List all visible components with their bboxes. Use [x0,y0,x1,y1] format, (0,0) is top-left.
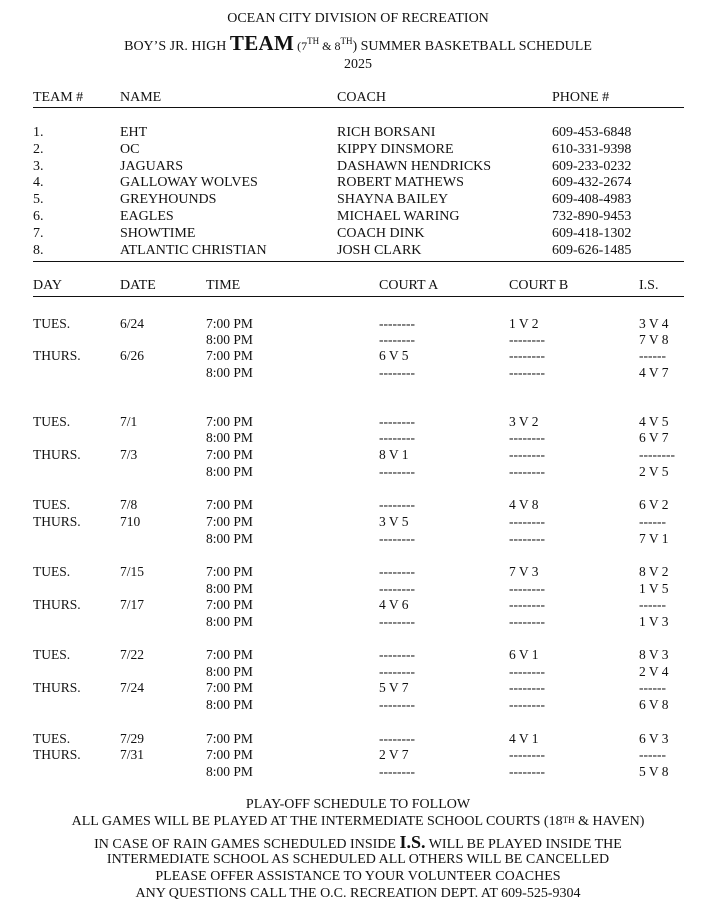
team-phone: 609-453-6848 [552,125,632,140]
court-b-game: -------- [509,464,545,479]
court-a-game: -------- [379,647,415,662]
game-time: 7:00 PM [206,414,253,429]
team-number: 8. [33,242,44,258]
team-number: 2. [33,141,44,157]
game-date: 7/8 [120,497,138,512]
title-prefix: BOY’S JR. HIGH [124,39,230,54]
team-name: JAGUARS [120,158,184,174]
court-a-game: -------- [379,564,415,579]
teams-col-name: NAME [120,90,162,105]
footer-cancel-line: INTERMEDIATE SCHOOL AS SCHEDULED ALL OTHERS WILL BE CANCELLED [106,852,610,867]
game-day: THURS. [33,597,81,612]
court-a-game: 2 V 7 [379,747,409,762]
teams-col-team-num: TEAM # [33,90,84,105]
teams-col-coach: COACH [337,90,387,105]
is-game: 8 V 3 [639,647,669,662]
footer-rain-post: WILL BE PLAYED INSIDE THE [425,837,622,852]
court-b-game: 4 V 1 [509,731,539,746]
court-b-game: -------- [509,581,545,596]
is-game: 7 V 1 [639,531,669,546]
court-b-game: 4 V 8 [509,497,539,512]
schedule-col-court-a: COURT A [379,278,439,293]
court-a-game: -------- [379,316,415,331]
schedule-col-time: TIME [206,278,241,293]
team-phone: 609-626-1485 [552,242,632,258]
court-b-game: -------- [509,365,545,380]
team-name: GALLOWAY WOLVES [120,175,258,191]
title-team: TEAM [229,31,295,55]
game-date: 7/3 [120,447,138,462]
court-b-game: -------- [509,348,545,363]
is-game: 6 V 8 [639,697,669,712]
is-game: 5 V 8 [639,764,669,779]
game-day: THURS. [33,447,81,462]
court-b-game: -------- [509,597,545,612]
title-sup-1: TH [307,36,320,46]
footer-location-pre: ALL GAMES WILL BE PLAYED AT THE INTERMEDIATE SCHOOL COURTS (18 [71,814,563,829]
game-day: THURS. [33,348,81,363]
game-date: 7/15 [120,564,145,579]
title-suffix: ) SUMMER BASKETBALL SCHEDULE [352,39,592,54]
court-b-game: -------- [509,680,545,695]
court-a-game: -------- [379,414,415,429]
is-game: 7 V 8 [639,332,669,347]
game-day: THURS. [33,514,81,529]
game-time: 7:00 PM [206,447,253,462]
is-game: 3 V 4 [639,316,669,331]
team-number: 4. [33,175,44,191]
game-time: 7:00 PM [206,497,253,512]
game-time: 7:00 PM [206,597,253,612]
game-time: 8:00 PM [206,430,253,445]
game-time: 8:00 PM [206,332,253,347]
team-phone: 609-408-4983 [552,192,632,208]
game-day: TUES. [33,564,71,579]
team-phone: 609-418-1302 [552,225,632,241]
team-name: OC [120,141,140,157]
game-date: 7/31 [120,747,145,762]
game-date: 6/26 [120,348,145,363]
game-time: 8:00 PM [206,464,253,479]
game-time: 8:00 PM [206,697,253,712]
title-grade-amp: & 8 [319,39,341,53]
game-day: THURS. [33,680,81,695]
court-a-game: -------- [379,497,415,512]
game-day: THURS. [33,747,81,762]
is-game: 1 V 5 [639,581,669,596]
game-time: 7:00 PM [206,680,253,695]
court-a-game: -------- [379,430,415,445]
game-time: 7:00 PM [206,647,253,662]
is-game: ------ [639,348,666,363]
game-time: 7:00 PM [206,564,253,579]
team-number: 6. [33,209,44,224]
court-b-game: -------- [509,747,545,762]
footer-location-post: & HAVEN) [574,814,645,829]
footer-location-sup: TH [562,815,575,825]
is-game: 6 V 3 [639,731,669,746]
court-a-game: 8 V 1 [379,447,409,462]
team-coach: JOSH CLARK [337,242,422,258]
is-game: ------ [639,597,666,612]
is-game: ------ [639,514,666,529]
team-coach: ROBERT MATHEWS [337,175,464,191]
teams-col-phone: PHONE # [552,90,610,105]
court-a-game: 5 V 7 [379,680,409,695]
teams-header-rule [33,107,684,108]
teams-bottom-rule [33,261,684,262]
is-game: 6 V 7 [639,430,669,445]
game-time: 8:00 PM [206,365,253,380]
court-b-game: -------- [509,614,545,629]
court-a-game: -------- [379,664,415,679]
team-phone: 732-890-9453 [552,209,632,224]
footer-playoff-line: PLAY-OFF SCHEDULE TO FOLLOW [245,797,471,812]
court-a-game: -------- [379,697,415,712]
game-time: 8:00 PM [206,531,253,546]
team-number: 5. [33,192,44,208]
game-time: 8:00 PM [206,581,253,596]
game-time: 7:00 PM [206,348,253,363]
team-coach: DASHAWN HENDRICKS [337,158,492,174]
team-name: ATLANTIC CHRISTIAN [120,242,267,258]
team-phone: 610-331-9398 [552,141,632,157]
game-time: 8:00 PM [206,764,253,779]
game-day: TUES. [33,497,71,512]
game-time: 8:00 PM [206,614,253,629]
game-date: 710 [120,514,141,529]
court-a-game: -------- [379,731,415,746]
game-date: 7/29 [120,731,145,746]
court-b-game: -------- [509,332,545,347]
schedule-header-rule [33,296,684,297]
is-game: 6 V 2 [639,497,669,512]
game-time: 7:00 PM [206,514,253,529]
court-a-game: -------- [379,365,415,380]
title-grade-open: (7 [294,39,308,53]
team-number: 3. [33,158,44,174]
footer-rain-pre: IN CASE OF RAIN GAMES SCHEDULED INSIDE [94,837,400,852]
is-game: 1 V 3 [639,614,669,629]
game-date: 7/1 [120,414,138,429]
team-name: GREYHOUNDS [120,192,217,208]
schedule-col-day: DAY [33,278,63,293]
game-time: 8:00 PM [206,664,253,679]
is-game: ------ [639,680,666,695]
team-number: 7. [33,225,44,241]
is-game: 2 V 4 [639,664,669,679]
team-coach: SHAYNA BAILEY [337,192,449,208]
game-time: 7:00 PM [206,316,253,331]
is-game: -------- [639,447,675,462]
game-time: 7:00 PM [206,747,253,762]
court-a-game: -------- [379,581,415,596]
is-game: 2 V 5 [639,464,669,479]
game-day: TUES. [33,414,71,429]
schedule-col-is: I.S. [639,278,659,293]
team-name: EHT [120,125,148,140]
team-phone: 609-432-2674 [552,175,632,191]
team-coach: RICH BORSANI [337,125,436,140]
court-b-game: -------- [509,531,545,546]
court-a-game: -------- [379,614,415,629]
title-sup-2: TH [340,36,353,46]
team-coach: MICHAEL WARING [337,209,460,224]
court-b-game: 3 V 2 [509,414,539,429]
court-b-game: -------- [509,697,545,712]
is-game: 8 V 2 [639,564,669,579]
team-coach: COACH DINK [337,225,425,241]
court-b-game: 7 V 3 [509,564,539,579]
court-a-game: 4 V 6 [379,597,409,612]
game-date: 7/17 [120,597,145,612]
court-b-game: 1 V 2 [509,316,539,331]
footer-location-line [0,814,716,830]
court-a-game: -------- [379,531,415,546]
footer-contact-line: ANY QUESTIONS CALL THE O.C. RECREATION DEPT. AT 609-525-9304 [135,886,581,901]
org-title: OCEAN CITY DIVISION OF RECREATION [227,11,489,26]
schedule-col-court-b: COURT B [509,278,569,293]
schedule-col-date: DATE [120,278,156,293]
is-game: 4 V 7 [639,365,669,380]
team-coach: KIPPY DINSMORE [337,141,454,157]
court-b-game: -------- [509,514,545,529]
game-day: TUES. [33,731,71,746]
court-a-game: -------- [379,332,415,347]
court-b-game: 6 V 1 [509,647,539,662]
court-b-game: -------- [509,664,545,679]
court-b-game: -------- [509,430,545,445]
game-day: TUES. [33,647,71,662]
footer-rain-is: I.S. [399,832,426,852]
game-time: 7:00 PM [206,731,253,746]
team-name: SHOWTIME [120,225,196,241]
court-a-game: 6 V 5 [379,348,409,363]
team-number: 1. [33,125,44,140]
court-a-game: 3 V 5 [379,514,409,529]
court-a-game: -------- [379,764,415,779]
court-a-game: -------- [379,464,415,479]
schedule-title [0,31,716,59]
footer-volunteer-line: PLEASE OFFER ASSISTANCE TO YOUR VOLUNTEER COACHES [155,869,561,884]
team-name: EAGLES [120,209,174,224]
schedule-year: 2025 [344,57,372,72]
game-day: TUES. [33,316,71,331]
court-b-game: -------- [509,447,545,462]
game-date: 6/24 [120,316,145,331]
team-phone: 609-233-0232 [552,158,632,174]
is-game: ------ [639,747,666,762]
game-date: 7/24 [120,680,145,695]
court-b-game: -------- [509,764,545,779]
is-game: 4 V 5 [639,414,669,429]
game-date: 7/22 [120,647,145,662]
